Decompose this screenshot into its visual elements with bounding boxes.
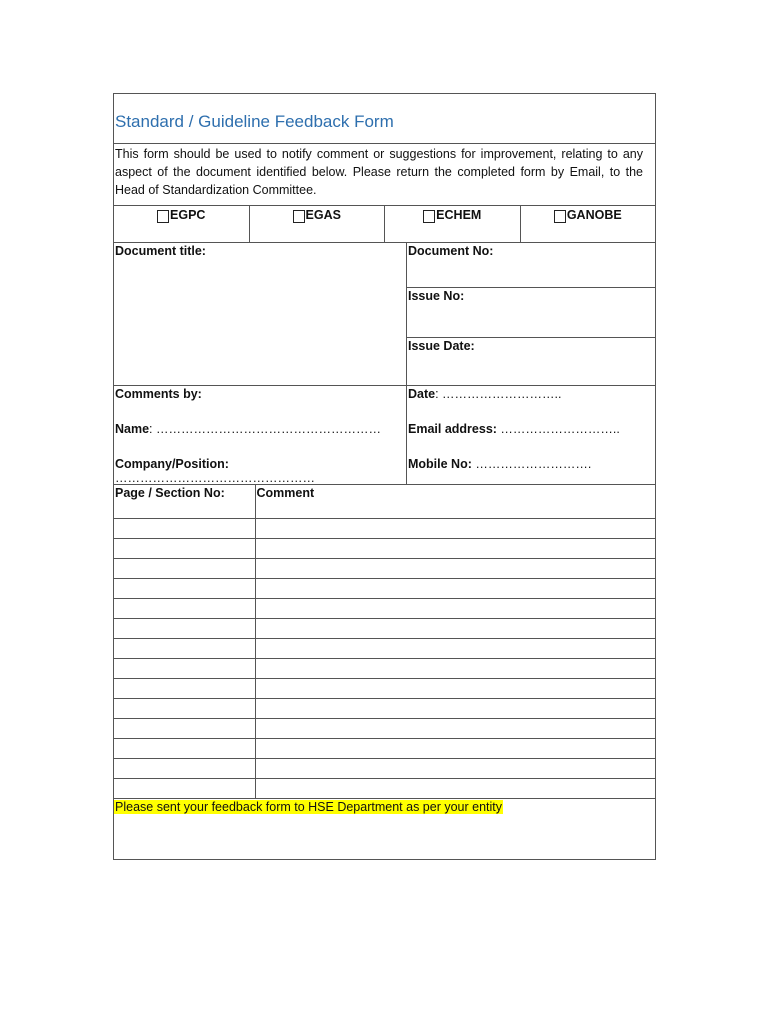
table-row [114, 718, 655, 738]
comment-header: Comment [255, 485, 655, 518]
feedback-form [113, 93, 656, 860]
date-field[interactable] [408, 387, 655, 422]
name-field[interactable] [115, 422, 406, 457]
page-section-cell[interactable] [114, 558, 255, 578]
date-dots: : ……………………….. [435, 387, 562, 401]
table-row [114, 578, 655, 598]
page-section-cell[interactable] [114, 718, 255, 738]
document-title-field[interactable] [114, 243, 407, 385]
table-row [114, 778, 655, 798]
comment-cell[interactable] [255, 538, 655, 558]
date-label: Date [408, 387, 436, 401]
comment-cell[interactable] [255, 758, 655, 778]
comments-by-label: Comments by: [115, 387, 202, 401]
document-no-field[interactable] [407, 243, 655, 288]
entity-ganobe[interactable] [521, 206, 656, 242]
entity-echem[interactable] [385, 206, 521, 242]
table-row [114, 518, 655, 538]
comments-table [114, 485, 655, 799]
table-row [114, 538, 655, 558]
comment-cell[interactable] [255, 598, 655, 618]
table-row [114, 658, 655, 678]
comment-cell[interactable] [255, 638, 655, 658]
page-section-cell[interactable] [114, 578, 255, 598]
entity-label-ganobe: GANOBE [566, 208, 622, 222]
entity-label-echem: ECHEM [436, 208, 482, 222]
comment-cell[interactable] [255, 698, 655, 718]
page-section-cell[interactable] [114, 618, 255, 638]
page-section-header: Page / Section No: [114, 485, 255, 518]
entity-egas[interactable] [250, 206, 386, 242]
comment-cell[interactable] [255, 618, 655, 638]
checkbox-egas[interactable] [293, 210, 305, 223]
comments-by-line [115, 387, 406, 422]
comments-table-header [114, 485, 655, 518]
document-meta [407, 243, 655, 385]
checkbox-echem[interactable] [423, 210, 435, 223]
entity-checkboxes [114, 206, 655, 243]
contact-left [114, 386, 407, 484]
page-section-cell[interactable] [114, 658, 255, 678]
table-row [114, 558, 655, 578]
comment-cell[interactable] [255, 718, 655, 738]
table-row [114, 618, 655, 638]
email-field[interactable] [408, 422, 655, 457]
name-dots: : ……………………………………………… [149, 422, 381, 436]
entity-label-egas: EGAS [305, 208, 341, 222]
checkbox-ganobe[interactable] [554, 210, 566, 223]
page-section-cell[interactable] [114, 598, 255, 618]
comment-cell[interactable] [255, 778, 655, 798]
contact-block [114, 386, 655, 485]
page-section-cell[interactable] [114, 738, 255, 758]
issue-no-label: Issue No: [408, 289, 465, 303]
issue-no-field[interactable] [407, 288, 655, 338]
comment-cell[interactable] [255, 578, 655, 598]
hse-note: Please sent your feedback form to HSE Department as per your entity [115, 799, 502, 814]
issue-date-field[interactable] [407, 338, 655, 385]
entity-egpc[interactable] [114, 206, 250, 242]
email-label: Email address: [408, 422, 497, 436]
company-label: Company/Position: [115, 457, 229, 471]
name-label: Name [115, 422, 150, 436]
page-section-cell[interactable] [114, 678, 255, 698]
comment-cell[interactable] [255, 558, 655, 578]
form-title: Standard / Guideline Feedback Form [115, 112, 394, 131]
table-row [114, 698, 655, 718]
entity-label-egpc: EGPC [170, 208, 206, 222]
page-section-cell[interactable] [114, 518, 255, 538]
page-section-cell[interactable] [114, 778, 255, 798]
page-section-cell[interactable] [114, 638, 255, 658]
contact-right [407, 386, 655, 484]
table-row [114, 758, 655, 778]
document-info-block [114, 243, 655, 386]
document-title-label: Document title: [115, 244, 206, 258]
email-dots: ……………………….. [496, 422, 620, 436]
company-dots: ………………………………………… [115, 471, 315, 485]
document-no-label: Document No: [408, 244, 494, 258]
issue-date-label: Issue Date: [408, 339, 475, 353]
table-row [114, 678, 655, 698]
table-row [114, 638, 655, 658]
comments-table-wrap [114, 485, 655, 799]
page-section-cell[interactable] [114, 758, 255, 778]
intro-text: This form should be used to notify comment or suggestions for improvement, relating to any aspect of the document identified below. Please return the completed form by Email, to the Head of Standardization Committee. [114, 144, 655, 206]
title-row [114, 94, 655, 144]
page-section-cell[interactable] [114, 538, 255, 558]
comment-cell[interactable] [255, 658, 655, 678]
page-section-cell[interactable] [114, 698, 255, 718]
table-row [114, 598, 655, 618]
comment-cell[interactable] [255, 738, 655, 758]
checkbox-egpc[interactable] [157, 210, 169, 223]
note-row [114, 799, 655, 859]
comment-cell[interactable] [255, 518, 655, 538]
comment-cell[interactable] [255, 678, 655, 698]
table-row [114, 738, 655, 758]
mobile-label: Mobile No: [408, 457, 472, 471]
mobile-dots: ………………………. [471, 457, 592, 471]
